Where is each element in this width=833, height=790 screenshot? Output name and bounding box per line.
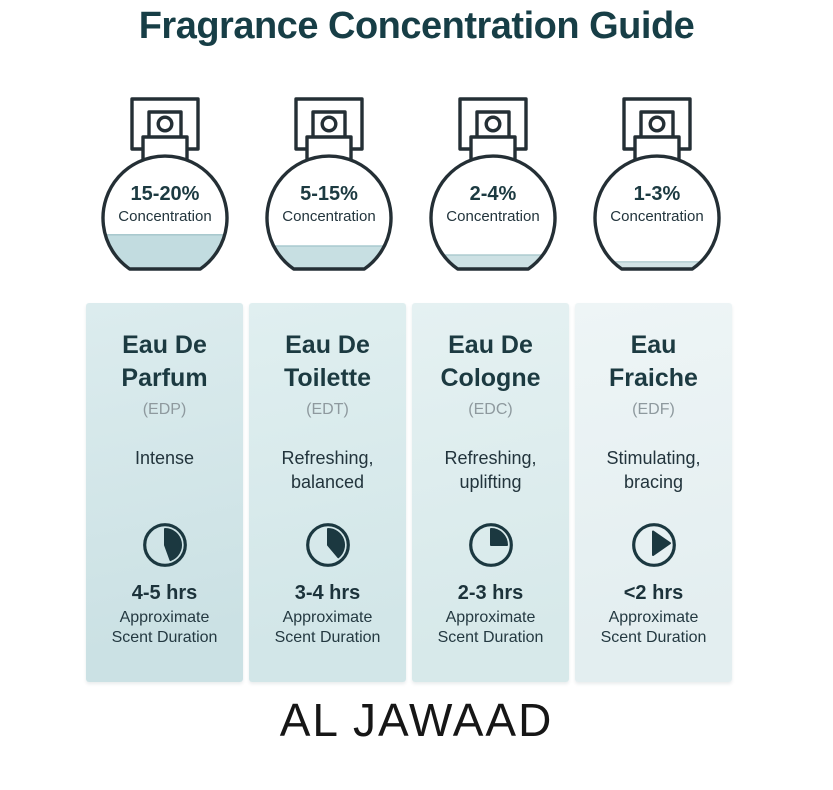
liquid-surface-line <box>94 234 236 236</box>
spray-nozzle-hole <box>650 117 664 131</box>
perfume-bottle-icon <box>86 93 244 285</box>
fragrance-type-name <box>441 329 541 395</box>
name-line-1: Eau De <box>122 331 207 359</box>
fragrance-description: Stimulating, bracing <box>606 448 701 492</box>
fragrance-description: Refreshing, balanced <box>281 448 374 492</box>
spray-nozzle-hole <box>486 117 500 131</box>
page-title: Fragrance Concentration Guide <box>138 5 695 47</box>
brand-name: AL JAWAAD <box>279 694 554 746</box>
clock-duration-icon <box>630 521 678 569</box>
concentration-label: Concentration <box>282 208 376 225</box>
info-columns-row <box>86 303 732 682</box>
clock-duration-icon <box>304 521 352 569</box>
name-line-2: Parfum <box>121 364 208 392</box>
column-eau-fraiche <box>575 303 732 682</box>
name-line-1: Eau De <box>448 331 533 359</box>
scent-duration: 3-4 hrs <box>294 582 361 604</box>
name-line-2: Toilette <box>283 364 372 392</box>
bottle-edt <box>250 93 408 285</box>
concentration-label: Concentration <box>610 208 704 225</box>
clock-fill-wedge <box>653 532 670 556</box>
concentration-percent: 5-15% <box>300 183 358 205</box>
concentration-label: Concentration <box>118 208 212 225</box>
scent-duration-note: Approximate Scent Duration <box>437 609 544 646</box>
concentration-percent: 15-20% <box>130 183 200 205</box>
scent-duration: <2 hrs <box>623 582 684 604</box>
scent-duration-note: Approximate Scent Duration <box>274 609 381 646</box>
liquid-surface-line <box>586 261 728 263</box>
name-line-1: Eau <box>630 331 677 359</box>
bottle-edf <box>578 93 736 285</box>
fragrance-abbreviation: (EDT) <box>306 401 349 418</box>
fragrance-abbreviation: (EDF) <box>632 401 675 418</box>
concentration-label: Concentration <box>446 208 540 225</box>
clock-fill-wedge <box>328 529 344 557</box>
concentration-percent: 1-3% <box>633 183 681 205</box>
perfume-bottle-icon <box>250 93 408 285</box>
spray-nozzle-hole <box>158 117 172 131</box>
scent-duration: 2-3 hrs <box>457 582 524 604</box>
perfume-bottle-icon <box>578 93 736 285</box>
fragrance-description: Intense <box>134 448 195 468</box>
column-eau-de-parfum <box>86 303 243 682</box>
scent-duration: 4-5 hrs <box>131 582 198 604</box>
liquid-fill <box>258 245 400 285</box>
fragrance-type-name <box>284 329 371 395</box>
spray-nozzle-hole <box>322 117 336 131</box>
column-eau-de-cologne <box>412 303 569 682</box>
bottle-edp <box>86 93 244 285</box>
perfume-bottle-icon <box>414 93 572 285</box>
liquid-surface-line <box>258 245 400 247</box>
liquid-fill <box>94 234 236 285</box>
scent-duration-note: Approximate Scent Duration <box>111 609 218 646</box>
bottle-edc <box>414 93 572 285</box>
fragrance-abbreviation: (EDC) <box>468 401 513 418</box>
fragrance-abbreviation: (EDP) <box>142 401 187 418</box>
name-line-2: Cologne <box>440 364 541 392</box>
fragrance-description: Refreshing, uplifting <box>444 448 537 492</box>
bottles-row <box>86 93 732 285</box>
concentration-percent: 2-4% <box>469 183 517 205</box>
clock-fill-wedge <box>165 529 181 560</box>
clock-duration-icon <box>141 521 189 569</box>
fragrance-type-name <box>121 329 207 395</box>
name-line-1: Eau De <box>285 331 370 359</box>
scent-duration-note: Approximate Scent Duration <box>600 609 707 646</box>
column-eau-de-toilette <box>249 303 406 682</box>
clock-duration-icon <box>467 521 515 569</box>
liquid-fill <box>586 261 728 285</box>
fragrance-type-name <box>609 329 698 395</box>
name-line-2: Fraiche <box>609 364 698 392</box>
